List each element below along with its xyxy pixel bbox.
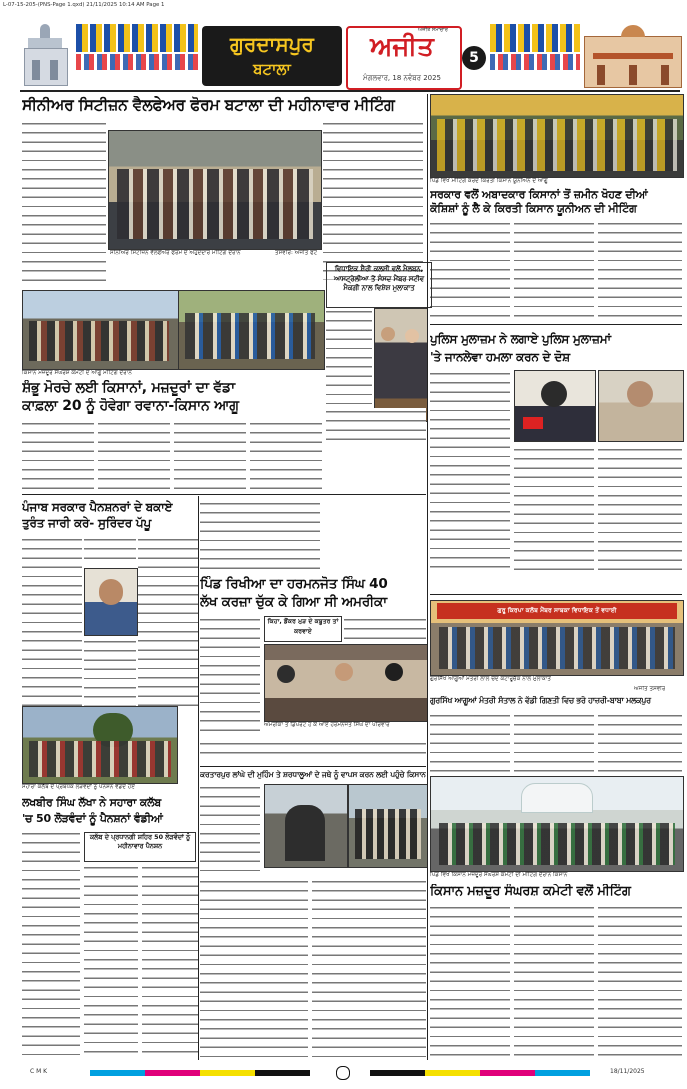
photo-s7-family	[264, 644, 428, 722]
story-s4-col3	[174, 420, 246, 490]
story-s13-col1	[430, 904, 510, 1060]
story-s6-col2	[84, 536, 136, 566]
footer-strip	[0, 1064, 687, 1089]
headline-s6-line1: ਪੰਜਾਬ ਸਰਕਾਰ ਪੈਨਸ਼ਨਰਾਂ ਦੇ ਬਕਾਏ	[22, 500, 173, 514]
headline-s5-line1: ਪੁਲਿਸ ਮੁਲਾਜ਼ਮ ਨੇ ਲਗਾਏ ਪੁਲਿਸ ਮੁਲਾਜ਼ਮਾਂ	[430, 332, 611, 346]
caption-s2: ਪਿੰਡ ਵਿਖੇ ਮੀਟਿੰਗ ਕਰਦੇ ਕਿਰਤੀ ਕਿਸਾਨ ਯੂਨੀਅਨ ਦੇ ਆਗੂ	[430, 178, 548, 184]
story-s4-col1	[22, 420, 94, 490]
story-s6-col1	[22, 536, 82, 706]
story-s5-col1	[430, 370, 510, 570]
photo-s13-meeting	[430, 776, 684, 872]
caption-s11: ਸਹਾਰਾ ਕਲੱਬ ਦੇ ਪ੍ਰਬੰਧਕ ਲੋੜਵੰਦਾਂ ਨੂੰ ਪੈਨਸ਼ਨ ਵੰਡਦੇ ਹੋਏ	[22, 784, 135, 790]
story-s4-col4	[250, 420, 322, 490]
club-banner: ਗੁਰੂ ਕਿਰਪਾ ਕਲੱਬ ਮੈਂਬਰ ਸਾਬਕਾ ਵਿਧਾਇਕ ਤੋਂ ਵਧਾਈ	[437, 603, 677, 619]
credit-s1: ਤਸਵੀਰ: ਅਜੀਤ ਫੋਟੋ	[275, 250, 318, 256]
headline-s7-line2: ਲੱਖ ਕਰਜ਼ਾ ਚੁੱਕ ਕੇ ਗਿਆ ਸੀ ਅਮਰੀਕਾ	[200, 594, 387, 610]
story-s2-col1	[430, 220, 510, 320]
story-s12-col2	[200, 878, 308, 1060]
paper-small-label: ਅਜੀਤ ਸਮਾਚਾਰ	[418, 27, 448, 33]
photo-s6-portrait	[84, 568, 138, 636]
color-bar	[90, 1070, 310, 1076]
story-s12-col3	[312, 878, 426, 1060]
story-s12-col1	[200, 784, 260, 874]
photo-s11-pension	[22, 706, 178, 784]
headline-s11-line1: ਲਖਬੀਰ ਸਿੰਘ ਲੱਖਾ ਨੇ ਸਹਾਰਾ ਕਲੱਬ	[22, 796, 162, 809]
credit-s9: ਅਜੀਤ ਤਸਵੀਰ	[634, 686, 666, 692]
story-center-col	[200, 500, 320, 570]
headline-s13: ਕਿਸਾਨ ਮਜ਼ਦੂਰ ਸੰਘਰਸ਼ ਕਮੇਟੀ ਵਲੋਂ ਮੀਟਿੰਗ	[430, 884, 631, 899]
photo-left-meeting	[178, 290, 325, 370]
headline-s2-line1: ਸਰਕਾਰ ਵਲੋਂ ਅਬਾਦਕਾਰ ਕਿਸਾਨਾਂ ਤੋਂ ਜ਼ਮੀਨ ਖੋਹਣ ਦੀਆਂ	[430, 188, 648, 201]
headline-s10: ਗੁਰਸਿੱਖ ਆਗੂਆਂ ਮੰਤਰੀ ਸੰਤਾਲ ਨੇ ਵੱਡੀ ਗਿਣਤੀ ਵਿਚ ਭਰੋ ਹਾਜ਼ਰੀ-ਬਾਬਾ ਮਲਕਪੁਰ	[430, 696, 651, 705]
photo-s2-farmers	[430, 94, 684, 178]
decorative-pattern-right-2	[490, 54, 580, 70]
story-s13-col3	[598, 904, 682, 1060]
photo-s12-farmers-a	[264, 784, 348, 868]
decorative-pattern-left	[76, 24, 198, 52]
subcity-name: ਬਟਾਲਾ	[253, 60, 291, 78]
headline-s4-line1: ਸ਼ੰਭੂ ਮੋਰਚੇ ਲਈ ਕਿਸਾਨਾਂ, ਮਜ਼ਦੂਰਾਂ ਦਾ ਵੱਡਾ	[22, 380, 235, 396]
story-s1-col-right	[323, 120, 423, 280]
headline-s5-line2: 'ਤੇ ਜਾਨਲੇਵਾ ਹਮਲਾ ਕਰਨ ਦੇ ਦੋਸ਼	[430, 350, 570, 364]
story-s10-col1	[430, 712, 510, 772]
story-s13-col2	[514, 904, 594, 1060]
color-bar-right	[370, 1070, 590, 1076]
photo-s5-man	[514, 370, 596, 442]
caption-s4: ਕਿਸਾਨ ਮਜ਼ਦੂਰ ਸੰਘਰਸ਼ ਕਮੇਟੀ ਦੇ ਆਗੂ ਮੀਟਿੰਗ ਦੌਰਾਨ	[22, 370, 132, 376]
masthead	[0, 14, 687, 90]
paper-logo: ਅਜੀਤ	[370, 32, 434, 62]
story-s4-col2	[98, 420, 170, 490]
headline-s6-line2: ਤੁਰੰਤ ਜਾਰੀ ਕਰੇ- ਸੁਰਿੰਦਰ ਪੱਪੂ	[22, 516, 151, 530]
story-s6-col3	[138, 536, 198, 706]
photo-left-crowd	[22, 290, 179, 370]
story-s2-col2	[514, 220, 594, 320]
paper-logo-block	[346, 26, 462, 90]
story-s5-col3	[598, 446, 682, 570]
caption-s9: ਗੁਰਸਿੱਖ ਆਗੂਆਂ ਮੰਤਰੀ ਲਾਲ ਚੰਦ ਕਟਾਰੂਚੱਕ ਨਾਲ ਮੁਲਾਕਾਤ	[430, 676, 551, 682]
row-rule-2	[430, 594, 682, 595]
photo-s5-woman	[598, 370, 684, 442]
headline-s4-line2: ਕਾਫ਼ਲਾ 20 ਨੂੰ ਹੋਵੇਗਾ ਰਵਾਨਾ-ਕਿਸਾਨ ਆਗੂ	[22, 398, 239, 414]
temple-illustration-left	[20, 24, 72, 86]
decorative-pattern-left-2	[76, 54, 198, 70]
headline-box-s7: ਕਿਹਾ, ਡੌਂਕਰ ਮੁੜ ਦੇ ਕਬੂਤਰ ਤਾਂ ਕਰਵਾਏ	[264, 616, 342, 642]
decorative-pattern-right	[490, 24, 580, 52]
column-rule-2	[198, 496, 199, 1060]
photo-s12-farmers-b	[348, 784, 428, 868]
register-mark-icon	[336, 1066, 350, 1080]
city-name: ਗੁਰਦਾਸਪੁਰ	[230, 32, 314, 56]
story-s5-col2	[514, 446, 594, 570]
column-rule-1	[427, 94, 428, 1060]
page-slug: L-07-15-205-(PNS-Page 1.qxd) 21/11/2025 10:14 AM Page 1	[3, 2, 165, 8]
rule-s2-bottom	[430, 324, 682, 325]
row-rule-3	[200, 766, 426, 767]
story-s10-col2	[514, 712, 594, 772]
story-s7-col1	[200, 616, 260, 736]
issue-date: ਮੰਗਲਵਾਰ, 18 ਨਵੰਬਰ 2025	[362, 74, 442, 82]
story-s3-col1	[326, 308, 372, 404]
headline-s7-line1: ਪਿੰਡ ਰਿਖੀਆ ਦਾ ਹਰਮਨਜੋਤ ਸਿੰਘ 40	[200, 576, 388, 592]
caption-s13: ਪਿੰਡ ਵਿਖੇ ਕਿਸਾਨ ਮਜ਼ਦੂਰ ਸੰਘਰਸ਼ ਕਮੇਟੀ ਦੀ ਮੀਟਿੰਗ ਦੌਰਾਨ ਕਿਸਾਨ	[430, 872, 568, 878]
building-illustration-right	[584, 36, 682, 88]
photo-s1-group	[108, 130, 322, 250]
masthead-rule	[20, 90, 680, 92]
story-s11-col2	[84, 864, 138, 1060]
headline-s1: ਸੀਨੀਅਰ ਸਿਟੀਜ਼ਨ ਵੈਲਫੇਅਰ ਫੋਰਮ ਬਟਾਲਾ ਦੀ ਮਹੀਨਾਵਾਰ ਮੀਟਿੰਗ	[22, 96, 395, 114]
headline-box-s11: ਕਲੱਬ ਦੇ ਪ੍ਰਧਾਨਗੀ ਸ਼ਹਿਰ 50 ਲੋੜਵੰਦਾਂ ਨੂੰ ਮਹੀਨਾਵਾਰ ਪੈਨਸ਼ਨ	[84, 832, 196, 862]
story-s10-col3	[598, 712, 682, 772]
registration-marks: C M K	[30, 1068, 48, 1075]
story-s1-col1	[22, 120, 106, 282]
photo-s9-club	[430, 600, 684, 676]
city-banner	[202, 26, 342, 86]
story-s2-col3	[598, 220, 682, 320]
headline-s11-line2: 'ਚ 50 ਲੋੜਵੰਦਾਂ ਨੂੰ ਪੈਨਸ਼ਨਾਂ ਵੰਡੀਆਂ	[22, 812, 163, 825]
caption-s1: ਸੀਨੀਅਰ ਸਿਟੀਜ਼ਨ ਵੈਲਫੇਅਰ ਫੋਰਮ ਦੇ ਅਹੁਦੇਦਾਰ ਮੀਟਿੰਗ ਦੌਰਾਨ	[110, 250, 241, 256]
headline-box-s3: ਵਿਧਾਇਕ ਸ਼ੈਰੀ ਕਲਸੀ ਵਲੋਂ ਮੈਲਬਨ, ਆਸਟ੍ਰੇਲੀਆ ਤੋਂ ਸੰਸਦ ਮੈਂਬਰ ਸਟੀਵ ਮੈਕਗੀ ਨਾਲ ਵਿਸ਼ੇਸ਼ ਮੁਲਾਕਾਤ	[326, 262, 432, 308]
photo-s3-meeting	[374, 308, 428, 422]
story-s6-col4	[84, 638, 136, 706]
story-s3-col2	[326, 408, 426, 448]
story-s11-col3	[142, 864, 198, 1060]
footer-date: 18/11/2025	[610, 1068, 645, 1075]
story-s7-col3	[200, 740, 426, 760]
story-s11-col1	[22, 830, 80, 1060]
caption-s7: ਅਮਰੀਕਾ ਤੋਂ ਡਿਪੋਰਟ ਹੋ ਕੇ ਆਏ ਹਰਮਨਜੋਤ ਸਿੰਘ ਦਾ ਪਰਿਵਾਰ	[264, 722, 390, 728]
headline-s2-line2: ਕੋਸ਼ਿਸ਼ਾਂ ਨੂੰ ਲੈ ਕੇ ਕਿਰਤੀ ਕਿਸਾਨ ਯੂਨੀਅਨ ਦੀ ਮੀਟਿੰਗ	[430, 202, 637, 215]
page-number: 5	[462, 46, 486, 70]
headline-s12: ਕਰਤਾਰਪੁਰ ਲਾਂਘੇ ਦੀ ਮੁਹਿੰਮ ਤੇ ਸ਼ਰਧਾਲੂਆਂ ਦੇ ਜਥੇ ਨੂੰ ਵਾਪਸ ਕਰਨ ਲਈ ਪਹੁੰਚੇ ਕਿਸਾਨ	[200, 770, 426, 779]
row-rule-1	[22, 494, 426, 495]
